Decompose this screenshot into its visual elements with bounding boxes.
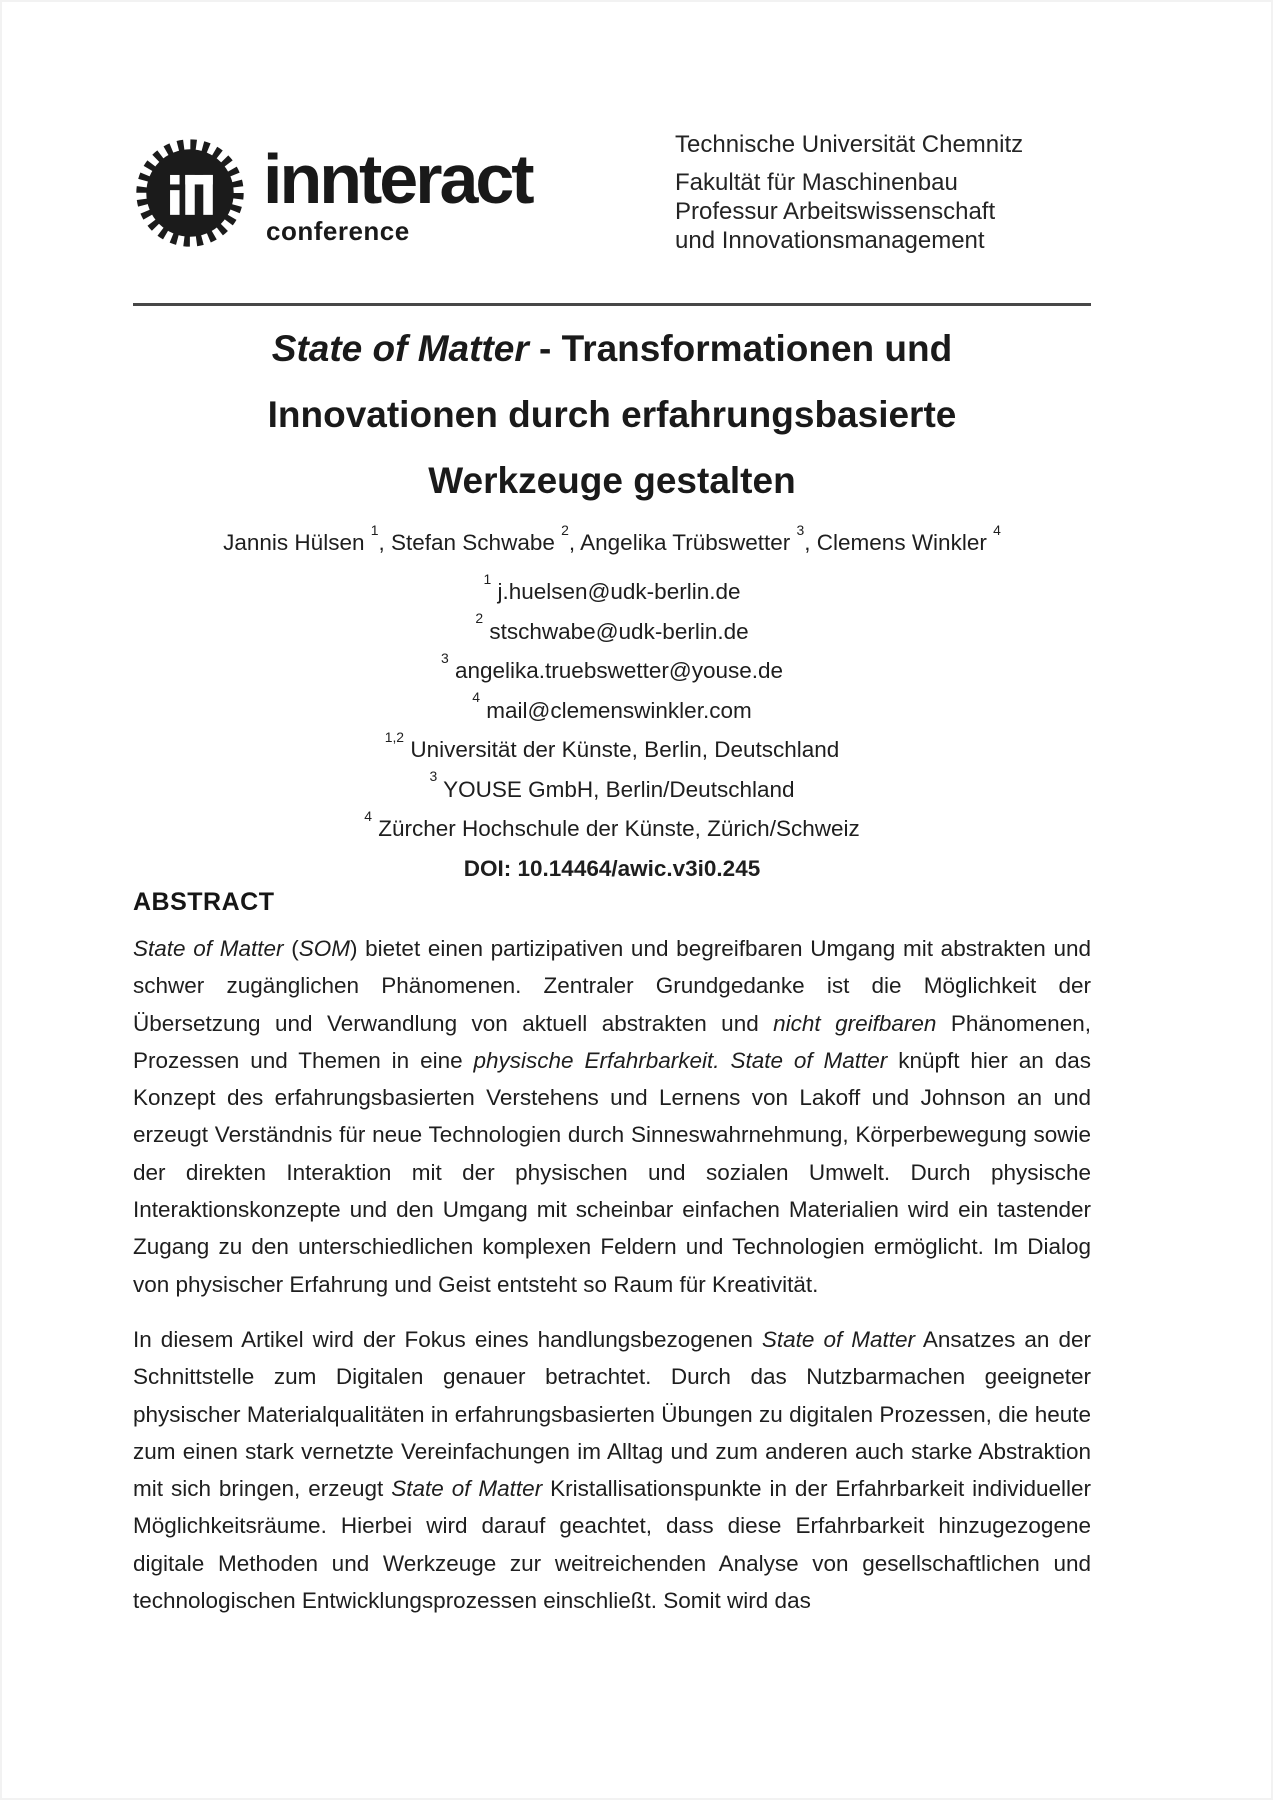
doi-line: DOI: 10.14464/awic.v3i0.245: [463, 855, 761, 881]
affiliation-line: $^3$ YOUSE GmbH, Berlin/Deutschland: [429, 768, 795, 802]
abstract-paragraph: In diesem Artikel wird der Fokus eines handlungsbezogenen State of Matter Ansatzes an der Schnittstelle zum Digitalen genauer betrachtet. Durch das Nutzbarmachen geeigneter physischer Materialqualitäten in erfahrungsbasierten Übungen zu digitalen Prozessen, die heute zum einen stark vernetzte Vereinfachungen im Alltag und zum anderen auch starke Abstraktion mit sich bringen, erzeugt State of Matter Kristallisationspunkte in der Erfahrbarkeit individueller Möglichkeitsräume. Hierbei wird darauf geachtet, dass diese Erfahrbarkeit hinzugezogene digitale Methoden und Werkzeuge zur weitreichenden Analyse von gesellschaftlichen und technologischen Entwicklungsprozessen einschließt. Somit wird das: [133, 1326, 1091, 1614]
author-email: $^3$ angelika.truebswetter@youse.de: [440, 649, 784, 683]
paper-title: [133, 316, 1091, 514]
institution-line: Professur Arbeitswissenschaft: [675, 198, 996, 225]
abstract-paragraph: State of Matter (SOM) bietet einen partizipativen und begreifbaren Umgang mit abstrakten und schwer zugänglichen Phänomenen. Zentraler Grundgedanke ist die Möglichkeit der Übersetzung und Verwandlung von aktuell abstrakten und nicht greifbaren Phänomenen, Prozessen und Themen in eine physische Erfahrbarkeit. State of Matter knüpft hier an das Konzept des erfahrungsbasierten Verstehens und Lernens von Lakoff und Johnson an und erzeugt Verständnis für neue Technologien durch Sinneswahrnehmung, Körperbewegung sowie der direkten Interaktion mit der physischen und sozialen Umwelt. Durch physische Interaktionskonzepte und den Umgang mit scheinbar einfachen Materialien wird ein tastender Zugang zu den unterschiedlichen komplexen Feldern und Technologien ermöglicht. Im Dialog von physischer Erfahrung und Geist entsteht so Raum für Kreativität.: [133, 936, 1091, 1297]
paper-title-line: Innovationen durch erfahrungsbasierte: [267, 394, 957, 435]
header-divider: [133, 303, 1091, 306]
institution-line: Technische Universität Chemnitz: [675, 131, 1024, 158]
contact-meta-block: [133, 572, 1091, 888]
abstract-body: [133, 930, 1091, 1637]
institution-line: Fakultät für Maschinenbau: [675, 169, 958, 196]
author-email: $^2$ stschwabe@udk-berlin.de: [475, 610, 749, 644]
authors-line: Jannis Hülsen $^1$, Stefan Schwabe $^2$, Angelika Trübswetter $^3$, Clemens Winkler $^4$: [223, 521, 1001, 555]
logo-wordmark: [263, 140, 532, 247]
brand-subtitle: conference: [266, 216, 410, 246]
brand-name: innteract: [263, 140, 532, 218]
conference-logo: [133, 136, 532, 250]
abstract-heading: ABSTRACT: [133, 888, 275, 916]
author-email: $^4$ mail@clemenswinkler.com: [472, 689, 752, 723]
paper-title-line: State of Matter - Transformationen und: [271, 328, 953, 369]
paper-title-line: Werkzeuge gestalten: [428, 460, 796, 501]
institution-line: und Innovationsmanagement: [675, 227, 985, 254]
affiliation-line: $^4$ Zürcher Hochschule der Künste, Zürich/Schweiz: [364, 807, 860, 841]
institution-block: [675, 130, 1023, 255]
affiliation-line: $^{1,2}$ Universität der Künste, Berlin, Deutschland: [384, 728, 840, 762]
gear-logo-icon: [133, 136, 247, 250]
author-email: $^1$ j.huelsen@udk-berlin.de: [483, 570, 741, 604]
